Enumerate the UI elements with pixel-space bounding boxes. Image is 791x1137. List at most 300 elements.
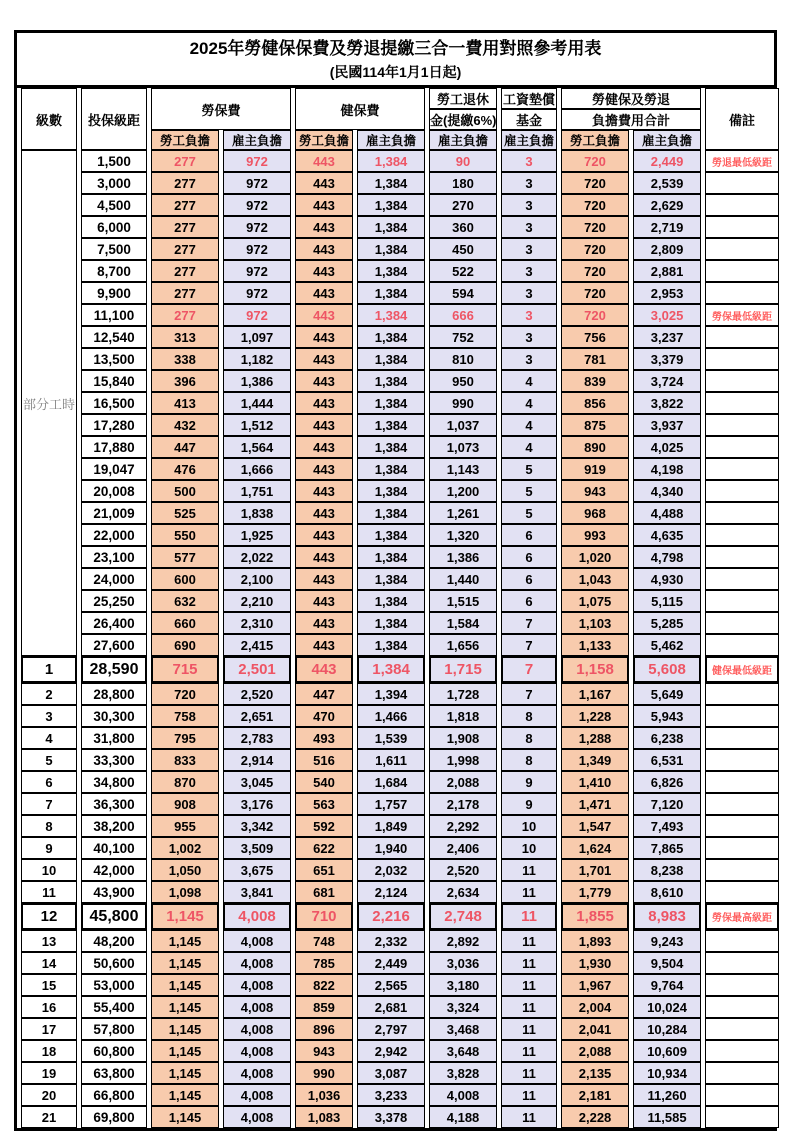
fee-cell: 5 [501,480,557,502]
fee-cell: 3,509 [223,837,291,859]
fee-cell: 3 [501,282,557,304]
fee-cell: 277 [151,238,219,260]
note-cell [705,1062,779,1084]
fee-cell: 1,384 [357,348,425,370]
fee-cell: 443 [295,568,353,590]
fee-cell: 9,504 [633,952,701,974]
fee-cell: 1,384 [357,634,425,656]
fee-cell: 2,292 [429,815,497,837]
fee-cell: 720 [561,238,629,260]
bracket-cell: 40,100 [81,837,147,859]
fee-cell: 4,008 [223,1018,291,1040]
bracket-cell: 50,600 [81,952,147,974]
table-row [21,524,779,546]
fee-cell: 396 [151,370,219,392]
fee-cell: 443 [295,282,353,304]
table-row [21,771,779,793]
fee-cell: 2,406 [429,837,497,859]
note-cell [705,771,779,793]
fee-cell: 3 [501,172,557,194]
fee-cell: 9 [501,793,557,815]
fee-cell: 277 [151,150,219,172]
bracket-cell: 66,800 [81,1084,147,1106]
note-cell [705,930,779,952]
fee-cell: 3,233 [357,1084,425,1106]
col-header-pension-line2: 金(提繳6%) [429,109,497,130]
table-row [21,194,779,216]
fee-cell: 3,087 [357,1062,425,1084]
fee-cell: 443 [295,304,353,326]
note-cell [705,172,779,194]
fee-cell: 3 [501,304,557,326]
fee-cell: 550 [151,524,219,546]
fee-cell: 2,216 [357,903,425,930]
fee-cell: 7,120 [633,793,701,815]
fee-cell: 1,200 [429,480,497,502]
fee-cell: 1,020 [561,546,629,568]
bracket-cell: 30,300 [81,705,147,727]
fee-cell: 720 [561,172,629,194]
fee-cell: 180 [429,172,497,194]
fee-cell: 9 [501,771,557,793]
fee-cell: 1,145 [151,930,219,952]
subheader-pension-employer: 雇主負擔 [429,130,497,150]
fee-cell: 622 [295,837,353,859]
col-header-health-fee: 健保費 [295,88,425,130]
fee-cell: 2,501 [223,656,291,683]
fee-cell: 919 [561,458,629,480]
fee-cell: 2,520 [429,859,497,881]
fee-cell: 1,466 [357,705,425,727]
fee-cell: 1,440 [429,568,497,590]
table-row [21,216,779,238]
fee-cell: 3 [501,238,557,260]
level-cell: 3 [21,705,77,727]
fee-cell: 1,715 [429,656,497,683]
fee-cell: 1,143 [429,458,497,480]
fee-cell: 277 [151,282,219,304]
fee-cell: 2,088 [429,771,497,793]
fee-cell: 8 [501,727,557,749]
table-row [21,793,779,815]
table-row [21,974,779,996]
note-cell [705,568,779,590]
fee-cell: 3,828 [429,1062,497,1084]
level-cell: 14 [21,952,77,974]
table-row [21,150,779,172]
fee-cell: 4,008 [223,1084,291,1106]
bracket-cell: 38,200 [81,815,147,837]
fee-cell: 1,145 [151,1106,219,1128]
fee-cell: 7 [501,656,557,683]
fee-cell: 1,967 [561,974,629,996]
fee-cell: 1,384 [357,414,425,436]
fee-cell: 10,934 [633,1062,701,1084]
fee-cell: 1,384 [357,524,425,546]
fee-cell: 1,908 [429,727,497,749]
fee-cell: 7 [501,612,557,634]
fee-cell: 2,809 [633,238,701,260]
note-cell [705,1018,779,1040]
fee-cell: 2,135 [561,1062,629,1084]
fee-cell: 756 [561,326,629,348]
fee-cell: 875 [561,414,629,436]
level-cell: 8 [21,815,77,837]
fee-cell: 577 [151,546,219,568]
fee-cell: 7,865 [633,837,701,859]
fee-cell: 1,410 [561,771,629,793]
level-cell: 13 [21,930,77,952]
fee-cell: 11 [501,881,557,903]
note-cell [705,282,779,304]
bracket-cell: 36,300 [81,793,147,815]
bracket-cell: 28,590 [81,656,147,683]
table-title-block [17,33,774,88]
col-header-fund-line2: 基金 [501,109,557,130]
fee-cell: 1,471 [561,793,629,815]
fee-cell: 720 [151,683,219,705]
level-cell: 16 [21,996,77,1018]
fee-cell: 720 [561,150,629,172]
fee-cell: 2,310 [223,612,291,634]
note-cell [705,260,779,282]
table-row [21,903,779,930]
fee-cell: 748 [295,930,353,952]
fee-cell: 720 [561,194,629,216]
fee-cell: 432 [151,414,219,436]
fee-cell: 10 [501,815,557,837]
fee-cell: 785 [295,952,353,974]
fee-cell: 360 [429,216,497,238]
fee-cell: 4 [501,436,557,458]
table-row [21,282,779,304]
fee-cell: 4,198 [633,458,701,480]
fee-cell: 1,037 [429,414,497,436]
table-row [21,238,779,260]
fee-cell: 476 [151,458,219,480]
fee-cell: 2,088 [561,1040,629,1062]
fee-cell: 968 [561,502,629,524]
fee-cell: 2,797 [357,1018,425,1040]
fee-cell: 277 [151,260,219,282]
bracket-cell: 43,900 [81,881,147,903]
table-row [21,436,779,458]
fee-cell: 4,008 [223,903,291,930]
fee-cell: 890 [561,436,629,458]
fee-cell: 10 [501,837,557,859]
fee-cell: 1,145 [151,903,219,930]
fee-cell: 2,783 [223,727,291,749]
note-cell [705,348,779,370]
fee-cell: 822 [295,974,353,996]
fee-cell: 1,394 [357,683,425,705]
note-cell [705,1084,779,1106]
bracket-cell: 15,840 [81,370,147,392]
table-row [21,930,779,952]
fee-cell: 277 [151,216,219,238]
fee-cell: 1,384 [357,304,425,326]
fee-cell: 11 [501,1040,557,1062]
subheader-fund-employer: 雇主負擔 [501,130,557,150]
level-cell: 9 [21,837,77,859]
fee-cell: 720 [561,282,629,304]
fee-cell: 2,449 [633,150,701,172]
note-cell [705,238,779,260]
bracket-cell: 31,800 [81,727,147,749]
table-row [21,348,779,370]
fee-cell: 313 [151,326,219,348]
col-header-labor-fee: 勞保費 [151,88,291,130]
fee-cell: 4,798 [633,546,701,568]
fee-cell: 3,468 [429,1018,497,1040]
fee-cell: 4,188 [429,1106,497,1128]
table-row [21,634,779,656]
table-row [21,458,779,480]
table-row [21,815,779,837]
fee-cell: 2,881 [633,260,701,282]
fee-cell: 5,608 [633,656,701,683]
level-cell: 2 [21,683,77,705]
fee-cell: 2,748 [429,903,497,930]
table-row [21,568,779,590]
bracket-cell: 48,200 [81,930,147,952]
fee-cell: 443 [295,458,353,480]
fee-cell: 1,515 [429,590,497,612]
fee-cell: 2,032 [357,859,425,881]
bracket-cell: 23,100 [81,546,147,568]
fee-cell: 522 [429,260,497,282]
fee-cell: 443 [295,414,353,436]
fee-cell: 6 [501,590,557,612]
bracket-cell: 1,500 [81,150,147,172]
bracket-cell: 69,800 [81,1106,147,1128]
table-row [21,1062,779,1084]
table-row [21,996,779,1018]
fee-cell: 11 [501,974,557,996]
note-cell [705,216,779,238]
fee-cell: 6 [501,546,557,568]
fee-cell: 990 [295,1062,353,1084]
fee-cell: 3,675 [223,859,291,881]
fee-cell: 810 [429,348,497,370]
fee-cell: 3 [501,216,557,238]
level-cell: 19 [21,1062,77,1084]
bracket-cell: 17,880 [81,436,147,458]
subheader-total-employee: 勞工負擔 [561,130,629,150]
fee-cell: 752 [429,326,497,348]
fee-cell: 4,008 [223,952,291,974]
fee-cell: 6,826 [633,771,701,793]
fee-cell: 4,008 [223,1062,291,1084]
fee-cell: 1,384 [357,282,425,304]
fee-cell: 2,565 [357,974,425,996]
fee-cell: 839 [561,370,629,392]
level-cell: 6 [21,771,77,793]
fee-cell: 443 [295,480,353,502]
fee-cell: 1,050 [151,859,219,881]
bracket-cell: 16,500 [81,392,147,414]
fee-cell: 1,666 [223,458,291,480]
fee-cell: 1,893 [561,930,629,952]
fee-cell: 11,585 [633,1106,701,1128]
page-subtitle: (民國114年1月1日起) [329,64,462,80]
fee-cell: 1,384 [357,568,425,590]
bracket-cell: 26,400 [81,612,147,634]
subheader-labor-employer: 雇主負擔 [223,130,291,150]
fee-cell: 10,609 [633,1040,701,1062]
note-cell [705,436,779,458]
fee-cell: 443 [295,370,353,392]
fee-cell: 443 [295,546,353,568]
fee-cell: 3,045 [223,771,291,793]
bracket-cell: 9,900 [81,282,147,304]
fee-cell: 2,634 [429,881,497,903]
table-row [21,1106,779,1128]
fee-cell: 4,008 [223,1040,291,1062]
fee-cell: 2,332 [357,930,425,952]
fee-cell: 690 [151,634,219,656]
table-row [21,881,779,903]
note-cell [705,974,779,996]
fee-cell: 443 [295,436,353,458]
subheader-labor-employee: 勞工負擔 [151,130,219,150]
table-row [21,612,779,634]
note-cell [705,881,779,903]
note-cell [705,524,779,546]
fee-cell: 859 [295,996,353,1018]
fee-cell: 5,462 [633,634,701,656]
fee-table [17,88,783,1128]
bracket-cell: 55,400 [81,996,147,1018]
fee-cell: 2,651 [223,705,291,727]
fee-cell: 5,649 [633,683,701,705]
fee-cell: 3 [501,326,557,348]
fee-cell: 277 [151,194,219,216]
note-cell [705,370,779,392]
table-row [21,370,779,392]
part-time-label: 部分工時 [21,150,77,656]
note-cell [705,458,779,480]
fee-cell: 1,320 [429,524,497,546]
fee-cell: 277 [151,172,219,194]
fee-cell: 443 [295,634,353,656]
note-cell [705,502,779,524]
fee-cell: 9,764 [633,974,701,996]
fee-cell: 2,681 [357,996,425,1018]
subheader-total-employer: 雇主負擔 [633,130,701,150]
fee-cell: 972 [223,194,291,216]
fee-cell: 11,260 [633,1084,701,1106]
fee-cell: 563 [295,793,353,815]
fee-cell: 1,083 [295,1106,353,1128]
fee-cell: 943 [295,1040,353,1062]
table-row [21,260,779,282]
fee-cell: 500 [151,480,219,502]
bracket-cell: 42,000 [81,859,147,881]
fee-cell: 3,648 [429,1040,497,1062]
fee-cell: 1,133 [561,634,629,656]
fee-cell: 943 [561,480,629,502]
bracket-cell: 45,800 [81,903,147,930]
fee-cell: 972 [223,260,291,282]
fee-cell: 338 [151,348,219,370]
fee-cell: 1,818 [429,705,497,727]
fee-cell: 1,073 [429,436,497,458]
note-cell [705,326,779,348]
fee-cell: 7 [501,683,557,705]
table-row [21,1018,779,1040]
fee-cell: 4,025 [633,436,701,458]
fee-cell: 443 [295,392,353,414]
fee-cell: 2,004 [561,996,629,1018]
fee-cell: 660 [151,612,219,634]
fee-cell: 470 [295,705,353,727]
fee-cell: 1,384 [357,216,425,238]
table-row [21,304,779,326]
fee-table-header [21,88,779,150]
fee-cell: 1,158 [561,656,629,683]
fee-cell: 720 [561,216,629,238]
note-cell [705,749,779,771]
fee-cell: 5,115 [633,590,701,612]
fee-cell: 8,983 [633,903,701,930]
fee-cell: 1,145 [151,1040,219,1062]
fee-cell: 2,124 [357,881,425,903]
fee-cell: 3,937 [633,414,701,436]
fee-cell: 2,228 [561,1106,629,1128]
bracket-cell: 8,700 [81,260,147,282]
fee-cell: 972 [223,282,291,304]
fee-cell: 443 [295,524,353,546]
fee-cell: 2,914 [223,749,291,771]
level-cell: 21 [21,1106,77,1128]
bracket-cell: 12,540 [81,326,147,348]
fee-cell: 1,349 [561,749,629,771]
fee-cell: 1,384 [357,260,425,282]
fee-cell: 1,838 [223,502,291,524]
bracket-cell: 3,000 [81,172,147,194]
col-header-pension-line1: 勞工退休 [429,88,497,109]
fee-cell: 11 [501,903,557,930]
table-row [21,326,779,348]
fee-cell: 1,701 [561,859,629,881]
col-header-total-line2: 負擔費用合計 [561,109,701,130]
fee-cell: 1,075 [561,590,629,612]
fee-cell: 1,940 [357,837,425,859]
fee-cell: 1,444 [223,392,291,414]
fee-cell: 6 [501,524,557,546]
fee-cell: 896 [295,1018,353,1040]
bracket-cell: 19,047 [81,458,147,480]
note-cell [705,793,779,815]
fee-cell: 1,145 [151,952,219,974]
fee-cell: 1,512 [223,414,291,436]
fee-cell: 1,925 [223,524,291,546]
fee-cell: 666 [429,304,497,326]
fee-cell: 870 [151,771,219,793]
level-cell: 10 [21,859,77,881]
level-cell: 12 [21,903,77,930]
table-row [21,590,779,612]
fee-cell: 2,041 [561,1018,629,1040]
level-cell: 20 [21,1084,77,1106]
fee-cell: 3,841 [223,881,291,903]
level-cell: 4 [21,727,77,749]
fee-cell: 1,384 [357,480,425,502]
fee-cell: 270 [429,194,497,216]
fee-cell: 1,728 [429,683,497,705]
note-cell [705,952,779,974]
